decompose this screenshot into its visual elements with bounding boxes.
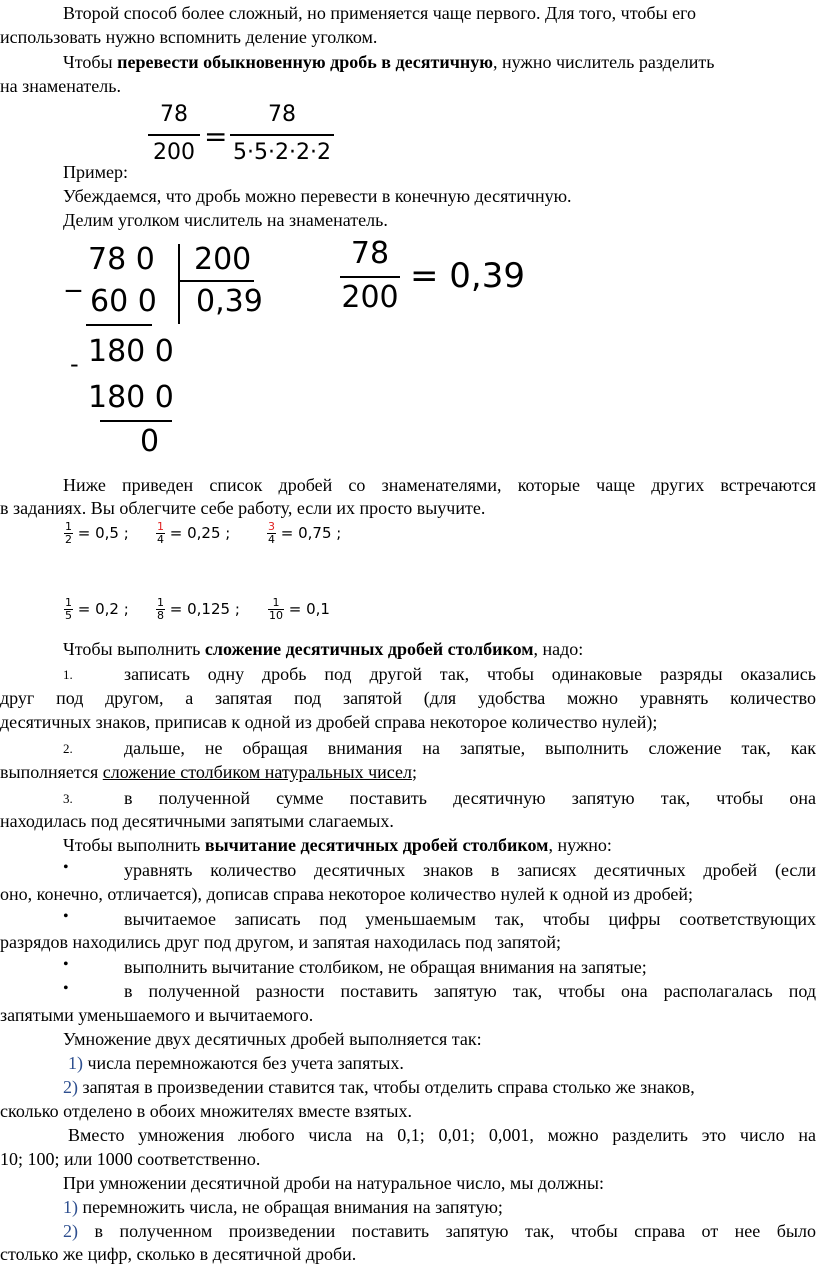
example-label: Пример: — [63, 162, 129, 182]
fraction-1-8: $\frac{1}{8}$ = 0,125 ; — [157, 596, 240, 622]
result-numerator: 78 — [350, 236, 390, 271]
addition-item-3-line-1: в полученной сумме поставить десятичную запятую так, чтобы она — [124, 788, 816, 808]
subtraction-item-1-line-1: уравнять количество десятичных знаков в записях десятичных дробей (если — [124, 860, 816, 880]
result-denominator: 200 — [341, 280, 399, 315]
multiplication-step-1: 1) числа перемножаются без учета запятых. — [68, 1053, 404, 1073]
list-number: 1. — [63, 667, 73, 682]
bullet-icon: • — [63, 980, 69, 997]
remainder-final: 0 — [140, 424, 160, 459]
list-number: 3. — [63, 791, 73, 806]
subtraction-item-4-line-1: в полученной разности поставить запятую так, чтобы она располагалась под — [124, 981, 816, 1001]
division-vertical-line — [178, 244, 180, 324]
subtraction-item-2-line-1: вычитаемое записать под уменьшаемым так, чтобы цифры соответствующих — [124, 909, 816, 929]
subtraction-item-4-line-2: запятыми уменьшаемого и вычитаемого. — [0, 1005, 314, 1025]
list-intro-line-2: в заданиях. Вы облегчите себе работу, если их просто выучите. — [0, 498, 486, 518]
subtraction-heading: Чтобы выполнить вычитание десятичных дробей столбиком, нужно: — [63, 835, 612, 855]
subtrahend-2: 180 0 — [88, 380, 174, 415]
multiplication-step-2-line-1: 2) запятая в произведении ставится так, чтобы отделить справа столько же знаков, — [63, 1077, 695, 1097]
bullet-icon: • — [63, 859, 69, 876]
fraction-bar — [148, 134, 200, 136]
fraction-bar — [340, 276, 400, 278]
result-value: = 0,39 — [410, 256, 525, 296]
natural-step-2-line-1: 2) в полученном произведении поставить запятую так, чтобы справа от нее было — [63, 1221, 816, 1241]
subtraction-item-1-line-2: оно, конечно, отличается), дописав справа некоторое количество нулей к одной из дробей; — [0, 884, 694, 904]
natural-step-1: 1) перемножить числа, не обращая внимания на запятую; — [63, 1197, 503, 1217]
formula-numerator-right: 78 — [268, 102, 296, 127]
division-horizontal-line — [178, 280, 254, 282]
addition-heading: Чтобы выполнить сложение десятичных дробей столбиком, надо: — [63, 639, 584, 659]
quotient: 0,39 — [196, 284, 263, 319]
formula-numerator-left: 78 — [160, 102, 188, 127]
convert-line-2: на знаменатель. — [0, 76, 121, 96]
subtraction-item-3-line-1: выполнить вычитание столбиком, не обращая внимания на запятые; — [124, 957, 647, 977]
addition-item-1-line-3: десятичных знаков, приписав к одной из дробей справа некоторое количество нулей); — [0, 712, 658, 732]
multiplication-step-2-line-2: сколько отделено в обоих множителях вместе взятых. — [0, 1101, 413, 1121]
addition-item-3-line-2: находилась под десятичными запятыми слагаемых. — [0, 811, 394, 831]
natural-addition-link[interactable]: сложение столбиком натуральных чисел — [102, 762, 412, 782]
minus-sign: - — [70, 350, 79, 378]
minus-sign: _ — [66, 258, 81, 293]
multiplication-alt-line-2: 10; 100; или 1000 соответственно. — [0, 1149, 261, 1169]
fraction-bar — [230, 134, 334, 136]
underline-1 — [86, 324, 152, 326]
addition-item-1-line-2: друг под другом, а запятая под запятой (для удобства можно уравнять количество — [0, 688, 816, 708]
remainder-1: 180 0 — [88, 334, 174, 369]
list-intro-line-1: Ниже приведен список дробей со знаменателями, которые чаще других встречаются — [63, 475, 816, 495]
fraction-1-2: $\frac{1}{2}$ = 0,5 ; — [65, 520, 129, 546]
multiplication-heading: Умножение двух десятичных дробей выполняется так: — [63, 1029, 482, 1049]
natural-heading: При умножении десятичной дроби на натуральное число, мы должны: — [63, 1173, 604, 1193]
check-line: Убеждаемся, что дробь можно перевести в конечную десятичную. — [63, 186, 572, 206]
equals-sign: = — [204, 120, 228, 153]
fraction-1-10: $\frac{1}{10}$ = 0,1 — [269, 596, 330, 622]
subtraction-item-2-line-2: разрядов находились друг под другом, и запятая находилась под запятой; — [0, 932, 561, 952]
natural-step-2-line-2: столько же цифр, сколько в десятичной дроби. — [0, 1244, 357, 1264]
dividend: 78 0 — [88, 242, 155, 277]
intro-line-1: Второй способ более сложный, но применяется чаще первого. Для того, чтобы его — [63, 3, 697, 23]
addition-item-2-line-1: дальше, не обращая внимания на запятые, выполнить сложение так, как — [124, 738, 816, 758]
bullet-icon: • — [63, 956, 69, 973]
bullet-icon: • — [63, 908, 69, 925]
formula-denominator-right: 5·5·2·2·2 — [233, 140, 331, 165]
convert-line-1: Чтобы перевести обыкновенную дробь в десятичную, нужно числитель разделить — [63, 52, 715, 72]
addition-item-2-line-2: выполняется сложение столбиком натуральных чисел; — [0, 762, 417, 782]
divisor: 200 — [194, 242, 252, 277]
list-number: 2. — [63, 741, 73, 756]
fraction-3-4: $\frac{3}{4}$ = 0,75 ; — [268, 520, 342, 546]
fraction-1-4: $\frac{1}{4}$ = 0,25 ; — [157, 520, 231, 546]
fraction-1-5: $\frac{1}{5}$ = 0,2 ; — [65, 596, 129, 622]
intro-line-2: использовать нужно вспомнить деление уголком. — [0, 27, 378, 47]
underline-2 — [100, 420, 172, 422]
formula-denominator-left: 200 — [153, 140, 195, 165]
long-division — [60, 238, 540, 463]
divide-line: Делим уголком числитель на знаменатель. — [63, 210, 388, 230]
addition-item-1-line-1: записать одну дробь под другой так, чтобы одинаковые разряды оказались — [124, 664, 816, 684]
multiplication-alt-line-1: Вместо умножения любого числа на 0,1; 0,01; 0,001, можно разделить это число на — [68, 1125, 816, 1145]
subtrahend-1: 60 0 — [90, 284, 157, 319]
